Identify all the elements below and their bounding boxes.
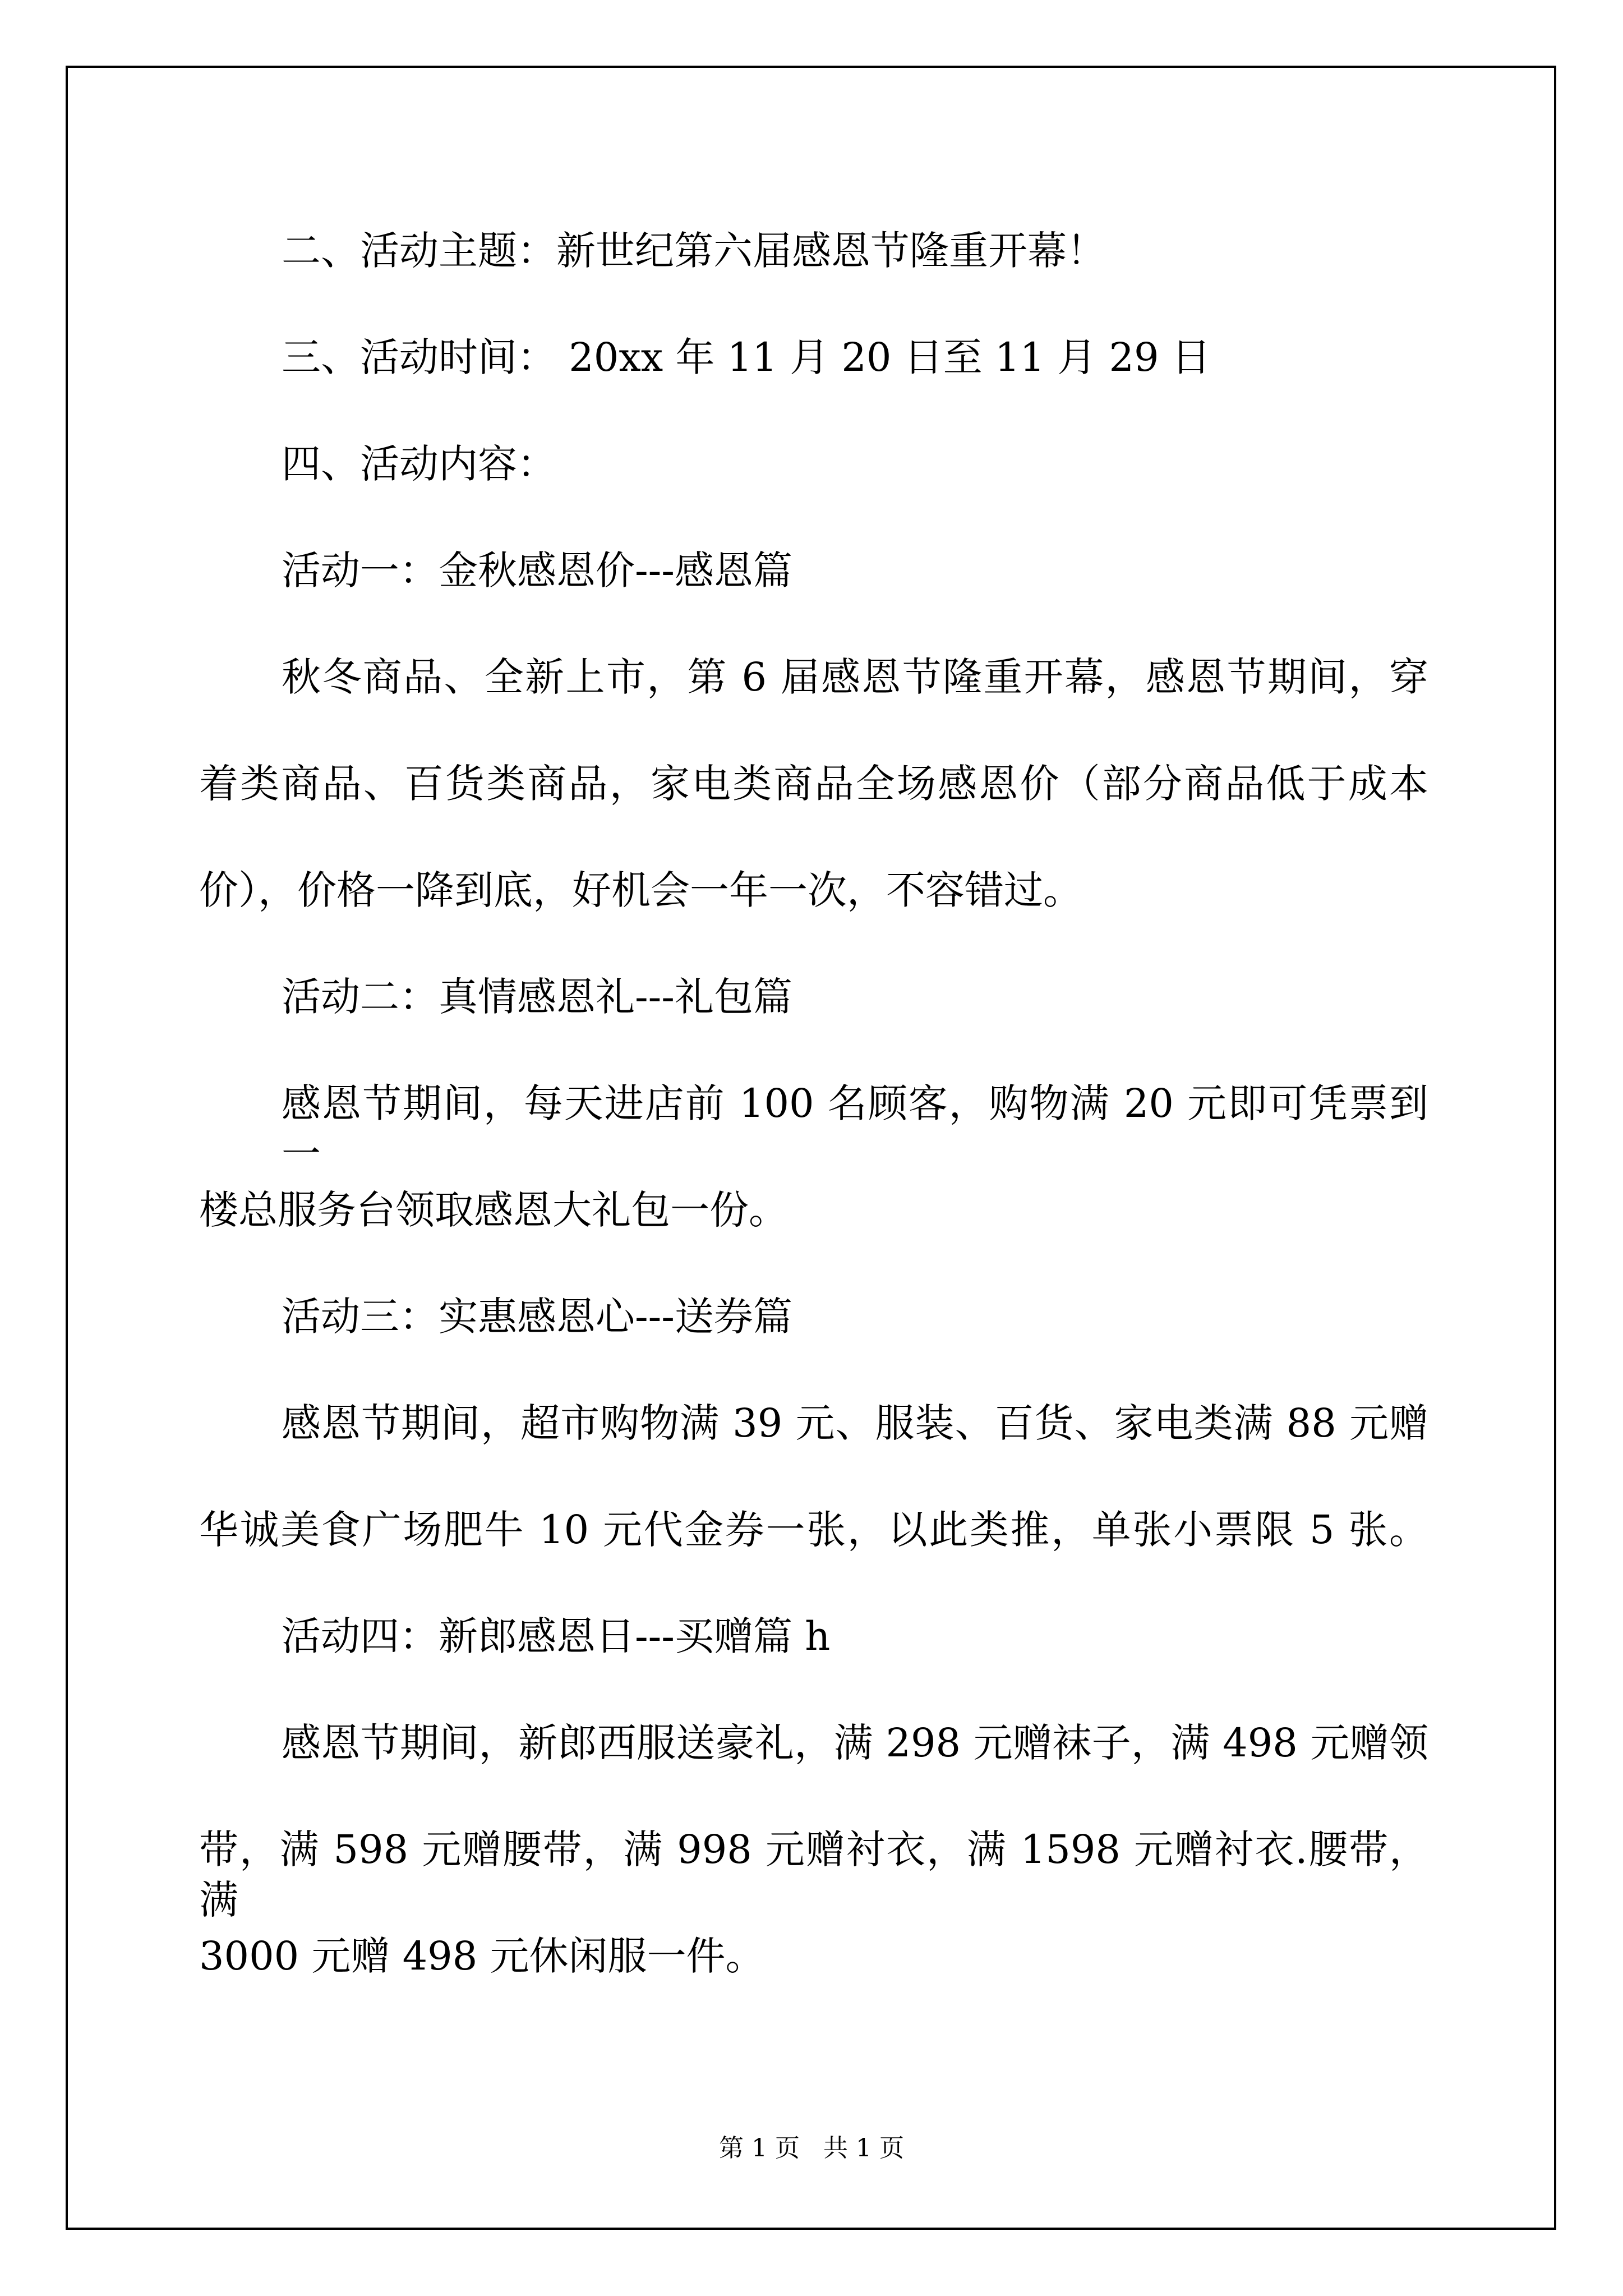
activity-1-body-line-3: 价），价格一降到底，好机会一年一次，不容错过。 [199,867,1082,913]
section-content-heading: 四、活动内容： [282,441,556,487]
activity-2-body-line-2: 楼总服务台领取感恩大礼包一份。 [199,1187,788,1233]
page-number-footer: 第 1 页 共 1 页 [719,2134,904,2162]
activity-1-heading: 活动一：金秋感恩价---感恩篇 [282,547,792,593]
activity-1-body-line-2: 着类商品、百货类商品，家电类商品全场感恩价（部分商品低于成本 [199,761,1428,807]
activity-3-body-line-1: 感恩节期间，超市购物满 39 元、服装、百货、家电类满 88 元赠 [282,1400,1428,1446]
section-time: 三、活动时间： 20xx 年 11 月 20 日至 11 月 29 日 [282,334,1211,380]
activity-1-body-line-1: 秋冬商品、全新上市，第 6 届感恩节隆重开幕，感恩节期间，穿 [282,654,1428,700]
activity-4-body-line-1: 感恩节期间，新郎西服送豪礼，满 298 元赠袜子，满 498 元赠领 [282,1720,1428,1766]
activity-2-heading: 活动二：真情感恩礼---礼包篇 [282,974,792,1020]
activity-4-body-line-3: 3000 元赠 498 元休闲服一件。 [199,1933,765,1979]
activity-4-body-line-2: 带，满 598 元赠腰带，满 998 元赠衬衣，满 1598 元赠衬衣.腰带，满 [199,1826,1428,1923]
activity-3-body-line-2: 华诚美食广场肥牛 10 元代金券一张，以此类推，单张小票限 5 张。 [199,1507,1428,1553]
activity-2-body-line-1: 感恩节期间，每天进店前 100 名顾客，购物满 20 元即可凭票到一 [282,1080,1428,1177]
activity-4-heading: 活动四：新郎感恩日---买赠篇 h [282,1613,831,1659]
activity-3-heading: 活动三：实惠感恩心---送券篇 [282,1294,792,1340]
section-theme: 二、活动主题：新世纪第六届感恩节隆重开幕！ [282,228,1106,274]
